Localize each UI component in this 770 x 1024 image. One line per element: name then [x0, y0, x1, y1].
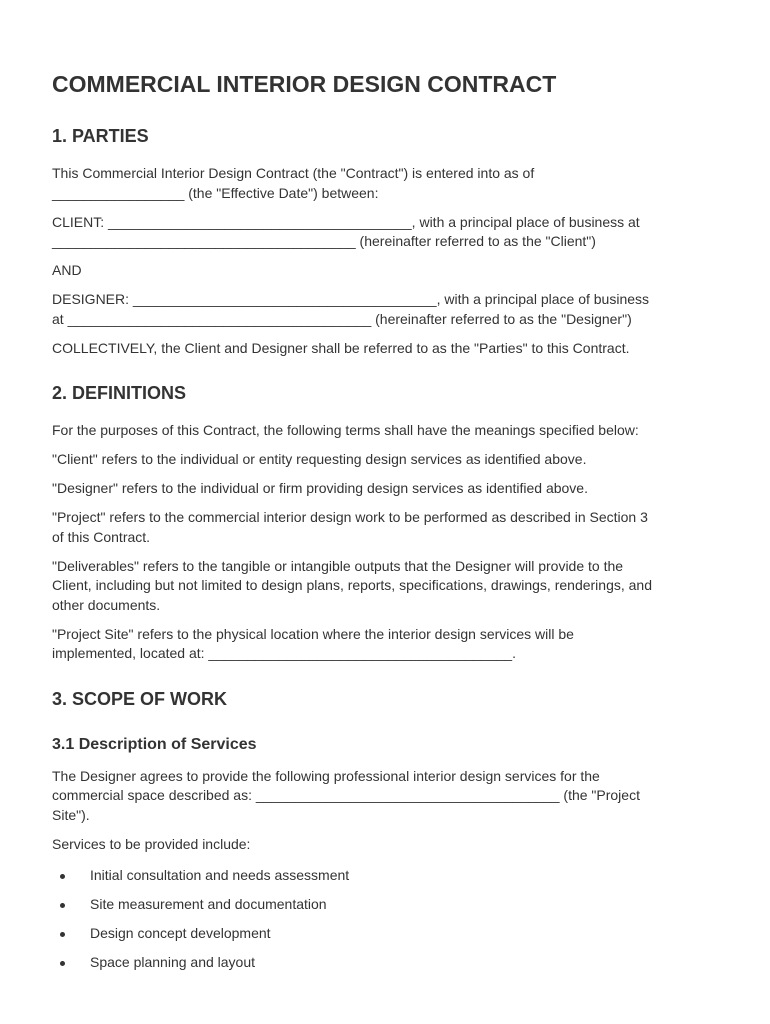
definitions-intro: For the purposes of this Contract, the following terms shall have the meanings specified below: — [52, 422, 639, 438]
list-item — [52, 953, 718, 973]
definition-deliverables-line2: Client, including but not limited to design plans, reports, specifications, drawings, renderings, and — [52, 577, 652, 593]
designer-clause — [52, 290, 718, 329]
list-item-label: Space planning and layout — [90, 954, 256, 970]
definition-client: "Client" refers to the individual or entity requesting design services as identified above. — [52, 451, 587, 467]
parties-intro-line1: This Commercial Interior Design Contract (the "Contract") is entered into as of — [52, 165, 535, 181]
subsection-heading-description: 3.1 Description of Services — [52, 735, 257, 753]
list-item — [52, 895, 718, 915]
definition-project-line1: "Project" refers to the commercial interior design work to be performed as described in Section 3 — [52, 509, 648, 525]
definition-project — [52, 508, 718, 547]
services-description — [52, 767, 718, 826]
bullet-icon — [60, 932, 65, 937]
services-description-line2: commercial space described as: _______________________________________ (the "Project — [52, 787, 640, 803]
list-item-label: Design concept development — [90, 925, 271, 941]
definition-project-line2: of this Contract. — [52, 528, 151, 545]
parties-intro-line2: _________________ (the "Effective Date") between: — [52, 184, 379, 201]
definition-project-site-line2: implemented, located at: _______________________________________. — [52, 645, 516, 661]
section-heading-scope: 3. SCOPE OF WORK — [52, 688, 228, 709]
client-clause-line1: CLIENT: _______________________________________, with a principal place of business at — [52, 213, 640, 230]
services-intro: Services to be provided include: — [52, 835, 251, 852]
parties-intro — [52, 164, 718, 203]
definition-project-site — [52, 625, 718, 664]
list-item — [52, 866, 718, 886]
definition-deliverables-line1: "Deliverables" refers to the tangible or intangible outputs that the Designer will provide to the — [52, 557, 624, 574]
bullet-icon — [60, 961, 65, 966]
document-title: COMMERCIAL INTERIOR DESIGN CONTRACT — [52, 71, 557, 97]
list-item — [52, 924, 718, 944]
services-description-line1: The Designer agrees to provide the following professional interior design services for the — [52, 767, 600, 784]
services-list — [52, 866, 718, 973]
designer-clause-line2: at _______________________________________ (hereinafter referred to as the "Designer") — [52, 310, 632, 327]
designer-clause-line1: DESIGNER: _______________________________________, with a principal place of business — [52, 291, 650, 307]
list-item-label: Site measurement and documentation — [90, 896, 327, 912]
services-description-line3: Site"). — [52, 806, 90, 823]
section-heading-parties: 1. PARTIES — [52, 126, 149, 146]
client-clause-line2: _______________________________________ (hereinafter referred to as the "Client") — [52, 233, 596, 249]
definition-deliverables — [52, 557, 718, 616]
client-clause — [52, 213, 718, 252]
collectively-clause: COLLECTIVELY, the Client and Designer shall be referred to as the "Parties" to this Contract. — [52, 339, 630, 356]
list-item-label: Initial consultation and needs assessment — [90, 867, 350, 883]
definition-deliverables-line3: other documents. — [52, 596, 161, 613]
section-heading-definitions: 2. DEFINITIONS — [52, 383, 187, 403]
definition-project-site-line1: "Project Site" refers to the physical location where the interior design services will be — [52, 625, 574, 642]
and-separator: AND — [52, 262, 82, 278]
bullet-icon — [60, 903, 65, 908]
bullet-icon — [60, 874, 65, 879]
definition-designer: "Designer" refers to the individual or firm providing design services as identified above. — [52, 480, 588, 496]
